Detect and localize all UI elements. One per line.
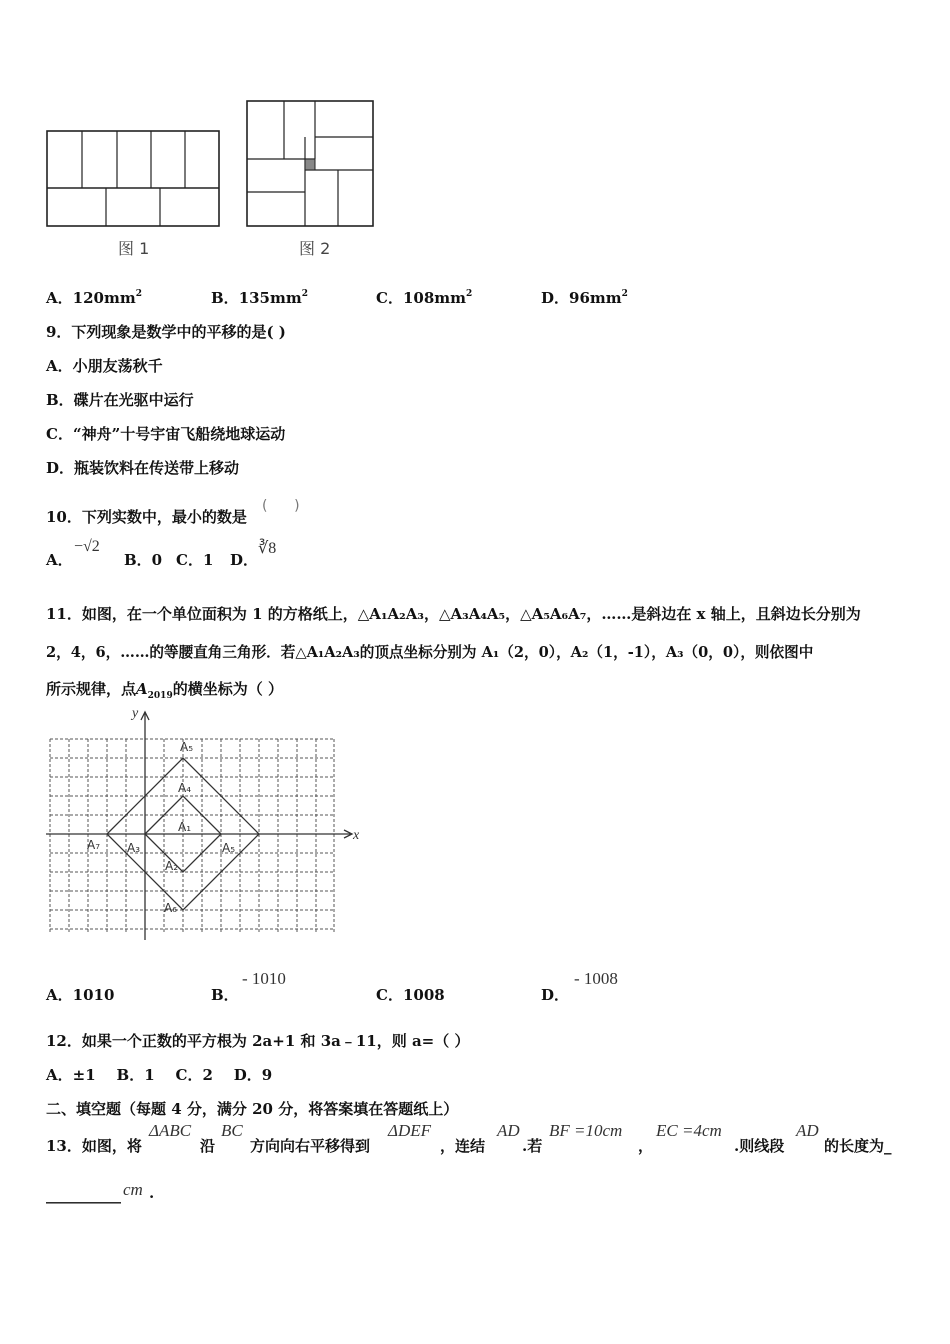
q9-option-a[interactable]: A．小朋友荡秋千 bbox=[46, 357, 163, 375]
q10-option-c[interactable]: C．1 bbox=[176, 551, 214, 569]
q10-option-d-label[interactable]: D． bbox=[230, 551, 259, 569]
q13-math-ec: EC =4cm bbox=[656, 1121, 722, 1140]
q9-stem: 9．下列现象是数学中的平移的是( ) bbox=[46, 323, 286, 341]
q13-math-def: ΔDEF bbox=[388, 1121, 432, 1140]
q11-line-1: 11．如图，在一个单位面积为 1 的方格纸上，△A₁A₂A₃，△A₃A₄A₅，△A₅A₆A₇，……是斜边在 x 轴上，且斜边长分别为 bbox=[46, 605, 861, 623]
q9-option-c[interactable]: C．“神舟”十号宇宙飞船绕地球运动 bbox=[46, 425, 286, 443]
svg-text:A₅: A₅ bbox=[222, 841, 236, 855]
q13-math-ad: AD bbox=[497, 1121, 520, 1140]
svg-text:y: y bbox=[132, 706, 139, 721]
q8-option-b[interactable]: B．$135mm^2$ bbox=[211, 289, 309, 307]
q10-option-b[interactable]: B．0 bbox=[124, 551, 163, 569]
svg-text:A₂: A₂ bbox=[165, 859, 179, 873]
figure-2-label: 图 2 bbox=[299, 239, 331, 258]
q8-option-d[interactable]: D．$96mm^2$ bbox=[541, 289, 628, 307]
q12-stem: 12．如果一个正数的平方根为 2a+1 和 3a﹣11，则 a=（ ） bbox=[46, 1032, 470, 1050]
q13-text-3: 方向向右平移得到 bbox=[250, 1137, 371, 1155]
q10-option-a-math: −√2 bbox=[74, 538, 100, 555]
q13-math-ad-2: AD bbox=[796, 1121, 819, 1140]
q13-math-abc: ΔABC bbox=[149, 1121, 192, 1140]
q10-option-a-label[interactable]: A． bbox=[46, 551, 73, 569]
q13-text-7: .则线段 bbox=[734, 1137, 785, 1155]
q13-text-8: 的长度为_ bbox=[824, 1137, 892, 1155]
figure-2-square-arrangement bbox=[246, 100, 376, 228]
q13-text-6: ， bbox=[638, 1137, 654, 1155]
q10-answer-paren: ( ) bbox=[262, 498, 300, 514]
svg-text:A₃: A₃ bbox=[127, 841, 141, 855]
svg-text:A₇: A₇ bbox=[87, 838, 101, 852]
q12-options[interactable]: A．±1 B．1 C．2 D．9 bbox=[46, 1066, 273, 1084]
q9-option-b[interactable]: B．碟片在光驱中运行 bbox=[46, 391, 194, 409]
svg-text:A₅: A₅ bbox=[180, 740, 194, 754]
q13-text-2: 沿 bbox=[200, 1137, 216, 1155]
q11-option-c[interactable]: C．1008 bbox=[376, 986, 445, 1004]
q10-option-d-math: ∛8 bbox=[258, 540, 277, 557]
q10-stem: 10．下列实数中，最小的数是 bbox=[46, 508, 247, 526]
svg-text:A₆: A₆ bbox=[164, 901, 178, 915]
figure-1-rectangles bbox=[46, 130, 222, 230]
figure-1-label: 图 1 bbox=[118, 239, 150, 258]
q13-answer-blank[interactable]: __________ bbox=[46, 1186, 121, 1204]
q11-line-3: 所示规律，点$A_{2019}$的横坐标为（ ） bbox=[46, 680, 283, 701]
q13-text-5: .若 bbox=[522, 1137, 543, 1155]
q11-option-b-label[interactable]: B． bbox=[211, 986, 239, 1004]
q13-math-bc: BC bbox=[221, 1121, 243, 1140]
q13-text-1: 13．如图，将 bbox=[46, 1137, 142, 1155]
q11-line-2: 2，4，6，……的等腰直角三角形．若△A₁A₂A₃的顶点坐标分别为 A₁（2，0），A₂（1，-1），A₃（0，0），则依图中 bbox=[46, 644, 814, 661]
q11-option-d-value: - 1008 bbox=[574, 969, 618, 988]
q8-option-c[interactable]: C．$108mm^2$ bbox=[376, 289, 473, 307]
q13-unit: cm bbox=[123, 1180, 143, 1199]
q13-math-bf: BF =10cm bbox=[549, 1121, 623, 1140]
q8-option-a[interactable]: A．$120mm^2$ bbox=[46, 289, 142, 307]
q11-option-b-value: - 1010 bbox=[242, 969, 286, 988]
q11-coordinate-graph bbox=[40, 700, 370, 945]
q11-option-a[interactable]: A．1010 bbox=[46, 986, 115, 1004]
svg-text:A₁: A₁ bbox=[178, 820, 192, 834]
q13-text-4: ，连结 bbox=[440, 1137, 486, 1155]
q13-end: . bbox=[149, 1184, 155, 1202]
q11-option-d-label[interactable]: D． bbox=[541, 986, 570, 1004]
q9-option-d[interactable]: D．瓶装饮料在传送带上移动 bbox=[46, 459, 240, 477]
svg-text:A₄: A₄ bbox=[178, 781, 192, 795]
svg-text:x: x bbox=[353, 828, 360, 843]
section-2-heading: 二、填空题（每题 4 分，满分 20 分，将答案填在答题纸上） bbox=[46, 1100, 459, 1118]
